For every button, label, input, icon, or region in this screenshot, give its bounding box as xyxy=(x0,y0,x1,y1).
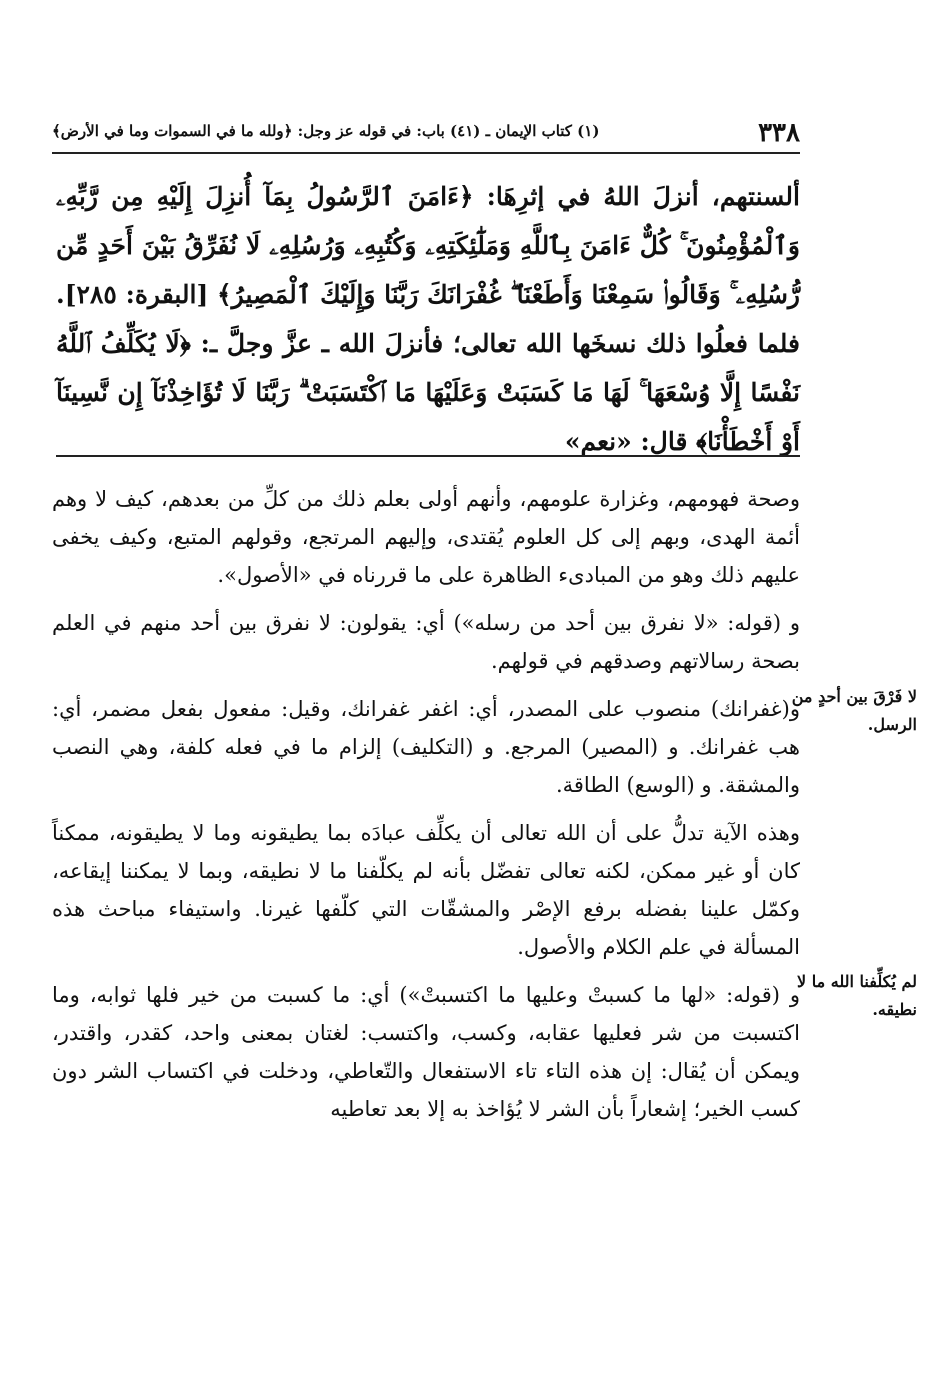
commentary-paragraph-4: وهذه الآية تدلُّ على أن الله تعالى أن يكلِّف عبادَه بما يطيقونه وما لا يطيقونه، ممكناً كان أو غير ممكن، لكنه تعالى تفضّل بأنه لم يكلّفنا ما لا نطيقه، وبما لا يمكننا إيقاعه، وكمّل علينا بفضله برفع الإصْر والمشقّات التي كلّفها غيرنا. واستيفاء مباحث هذه المسألة في علم الكلام والأصول. xyxy=(52,821,800,959)
commentary-paragraph-2: و (قوله: «لا نفرق بين أحد من رسله») أي: يقولون: لا نفرق بين أحد منهم في العلم بصحة رسالاتهم وصدقهم في قولهم. xyxy=(52,611,800,673)
page-number: ٣٣٨ xyxy=(758,118,800,148)
matn-text: ألسنتهم، أنزلَ اللهُ في إثرِهَا: ﴿ءَامَنَ ٱلرَّسُولُ بِمَآ أُنزِلَ إِلَيْهِ مِن رَّبِّهِۦ وَٱلْمُؤْمِنُونَ ۚ كُلٌّ ءَامَنَ بِٱللَّهِ وَمَلَٰٓئِكَتِهِۦ وَكُتُبِهِۦ وَرُسُلِهِۦ لَا نُفَرِّقُ بَيْنَ أَحَدٍ مِّن رُّسُلِهِۦ ۚ وَقَالُوا۟ سَمِعْنَا وَأَطَعْنَا ۖ غُفْرَانَكَ رَبَّنَا وَإِلَيْكَ ٱلْمَصِيرُ﴾ [البقرة: ٢٨٥]. فلما فعلُوا ذلك نسخَها الله تعالى؛ فأنزلَ الله ـ عزَّ وجلَّ ـ: ﴿لَا يُكَلِّفُ ٱللَّهُ نَفْسًا إِلَّا وُسْعَهَا ۚ لَهَا مَا كَسَبَتْ وَعَلَيْهَا مَا ٱكْتَسَبَتْ ۗ رَبَّنَا لَا تُؤَاخِذْنَآ إِن نَّسِينَآ أَوْ أَخْطَأْنَا﴾ قال: «نعم» xyxy=(56,182,800,456)
commentary xyxy=(52,480,800,1138)
margin-note-1: لا فَرْقَ بين أحدٍ من الرسل. xyxy=(791,687,917,734)
commentary-paragraph-3: و(غفرانك) منصوب على المصدر، أي: اغفر غفرانك، وقيل: مفعول بفعل مضمر، أي: هب غفرانك. و (المصير) المرجع. و (التكليف) إلزام ما في فعله كلفة، وهي النصب والمشقة. و (الوسع) الطاقة. xyxy=(52,697,800,797)
commentary-paragraph-1: وصحة فهومهم، وغزارة علومهم، وأنهم أولى بعلم ذلك من كلِّ من بعدهم، كيف لا وهم أئمة الهدى، وبهم إلى كل العلوم يُقتدى، وإليهم المرتجع، وقولهم المتبع، وكيف يخفى عليهم ذلك وهو من المبادىء الظاهرة على ما قررناه في «الأصول». xyxy=(52,487,800,587)
separator-rule xyxy=(56,455,800,457)
running-head: (١) كتاب الإيمان ـ (٤١) باب: في قوله عز وجل: ﴿ولله ما في السموات وما في الأرض﴾ xyxy=(52,122,600,140)
margin-note-2: لم يُكلِّفنا الله ما لا نطيقه. xyxy=(797,972,917,1019)
page-header xyxy=(52,118,800,154)
commentary-paragraph-5: و (قوله: «لها ما كسبتْ وعليها ما اكتسبتْ») أي: ما كسبت من خير فلها ثوابه، وما اكتسبت من شر فعليها عقابه، وكسب، واكتسب: لغتان بمعنى واحد، كقدر، واقتدر، ويمكن أن يُقال: إن هذه التاء تاء الاستفعال والتّعاطي، ودخلت في اكتساب الشر دون كسب الخير؛ إشعاراً بأن الشر لا يُؤاخذ به إلا بعد تعاطيه xyxy=(52,983,800,1121)
